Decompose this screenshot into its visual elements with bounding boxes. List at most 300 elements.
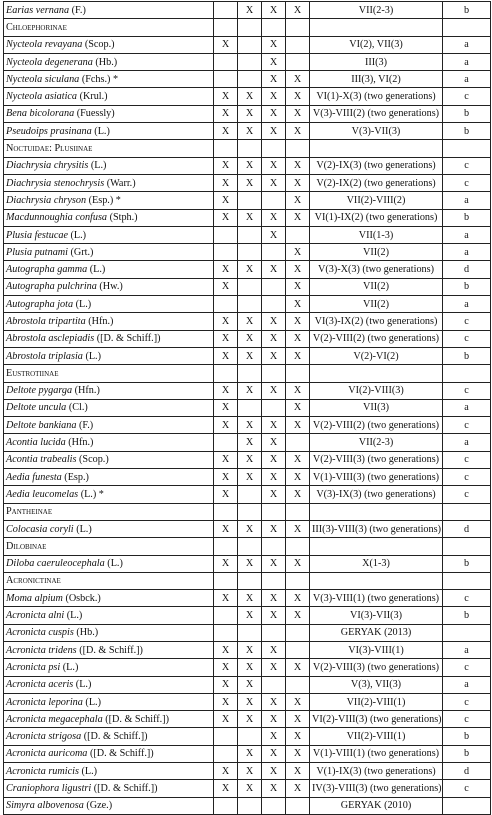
- presence-mark-2: X: [238, 261, 262, 278]
- empty-cell: [310, 538, 443, 555]
- group-header-row: [4, 365, 491, 382]
- type-code: b: [443, 105, 491, 122]
- type-code: d: [443, 520, 491, 537]
- presence-mark-2: X: [238, 590, 262, 607]
- empty-cell: [443, 140, 491, 157]
- group-header: Eustrotiinae: [4, 365, 214, 382]
- presence-mark-4: [286, 797, 310, 814]
- type-code: c: [443, 659, 491, 676]
- presence-mark-3: X: [262, 520, 286, 537]
- species-author: (Krul.): [77, 91, 108, 103]
- group-header: Noctuidae: Plusiinae: [4, 140, 214, 157]
- species-author: (Hfn.): [65, 437, 94, 449]
- species-row: [4, 244, 491, 261]
- empty-cell: [262, 572, 286, 589]
- flight-period: VII(2)-VIII(1): [310, 728, 443, 745]
- species-author: (L.): [60, 661, 79, 673]
- type-code: a: [443, 53, 491, 70]
- type-code: c: [443, 469, 491, 486]
- species-name-cell: [4, 728, 214, 745]
- presence-mark-1: X: [214, 469, 238, 486]
- presence-mark-4: X: [286, 71, 310, 88]
- species-author: (F.): [69, 4, 86, 16]
- species-row: [4, 641, 491, 658]
- flight-period: VII(2-3): [310, 2, 443, 19]
- species-author: (L.): [104, 558, 123, 570]
- species-name-cell: [4, 399, 214, 416]
- presence-mark-1: [214, 226, 238, 243]
- presence-mark-2: [238, 244, 262, 261]
- flight-period: VII(2): [310, 244, 443, 261]
- species-row: [4, 659, 491, 676]
- species-author: (Hb.): [73, 627, 99, 639]
- presence-mark-4: [286, 624, 310, 641]
- species-name: Aedia leucomelas: [6, 488, 79, 500]
- empty-cell: [310, 572, 443, 589]
- species-name: Autographa gamma: [6, 264, 88, 276]
- species-name: Craniophora ligustri: [6, 783, 92, 794]
- species-name-cell: [4, 693, 214, 710]
- presence-mark-4: [286, 53, 310, 70]
- species-name-cell: [4, 71, 214, 88]
- presence-mark-1: X: [214, 313, 238, 330]
- species-row: [4, 53, 491, 70]
- species-name: Deltote bankiana: [6, 419, 77, 431]
- species-name-cell: [4, 469, 214, 486]
- species-author: (Esp.) *: [86, 194, 121, 206]
- empty-cell: [443, 572, 491, 589]
- flight-period: V(3)-IX(3) (two generations): [310, 486, 443, 503]
- species-row: [4, 174, 491, 191]
- species-author: (L.): [82, 350, 101, 362]
- presence-mark-2: X: [238, 174, 262, 191]
- species-author: (Osbck.): [62, 592, 101, 604]
- species-name: Acronicta leporina: [6, 696, 83, 708]
- empty-cell: [262, 503, 286, 520]
- type-code: b: [443, 278, 491, 295]
- type-code: c: [443, 313, 491, 330]
- flight-period: V(3)-VIII(1) (two generations): [310, 590, 443, 607]
- group-header-row: [4, 140, 491, 157]
- type-code: b: [443, 123, 491, 140]
- species-table-body: [4, 2, 491, 815]
- flight-period: V(2)-VIII(2) (two generations): [310, 417, 443, 434]
- species-name-cell: [4, 226, 214, 243]
- type-code: a: [443, 641, 491, 658]
- species-row: [4, 728, 491, 745]
- flight-period: V(3)-VIII(2) (two generations): [310, 105, 443, 122]
- species-name: Abrostola triplasia: [6, 350, 83, 362]
- presence-mark-1: X: [214, 174, 238, 191]
- presence-mark-3: X: [262, 469, 286, 486]
- presence-mark-2: X: [238, 157, 262, 174]
- flight-period: V(2)-IX(2) (two generations): [310, 174, 443, 191]
- presence-mark-3: X: [262, 728, 286, 745]
- species-name-cell: [4, 607, 214, 624]
- presence-mark-1: X: [214, 261, 238, 278]
- presence-mark-3: X: [262, 105, 286, 122]
- empty-cell: [286, 19, 310, 36]
- species-author: (Hb.): [92, 56, 118, 68]
- species-name-cell: [4, 745, 214, 762]
- species-author: (L.): [64, 610, 83, 622]
- flight-period: VII(2): [310, 296, 443, 313]
- presence-mark-3: X: [262, 382, 286, 399]
- species-name: Acronicta megacephala: [6, 713, 103, 725]
- species-name: Acronicta strigosa: [6, 731, 82, 743]
- presence-mark-4: X: [286, 780, 310, 797]
- empty-cell: [214, 365, 238, 382]
- presence-mark-4: X: [286, 607, 310, 624]
- flight-period: V(2)-IX(3) (two generations): [310, 157, 443, 174]
- species-author: (Hfn.): [85, 315, 114, 327]
- empty-cell: [214, 538, 238, 555]
- species-row: [4, 330, 491, 347]
- type-code: a: [443, 71, 491, 88]
- species-row: [4, 157, 491, 174]
- empty-cell: [262, 365, 286, 382]
- presence-mark-1: [214, 797, 238, 814]
- flight-period: V(1)-IX(3) (two generations): [310, 763, 443, 780]
- presence-mark-4: X: [286, 330, 310, 347]
- presence-mark-3: [262, 624, 286, 641]
- flight-period: VI(2)-VIII(3) (two generations): [310, 711, 443, 728]
- presence-mark-1: [214, 434, 238, 451]
- species-name: Plusia festucae: [6, 229, 68, 241]
- species-row: [4, 797, 491, 814]
- empty-cell: [286, 572, 310, 589]
- presence-mark-3: X: [262, 780, 286, 797]
- species-row: [4, 676, 491, 693]
- presence-mark-1: X: [214, 382, 238, 399]
- presence-mark-2: X: [238, 417, 262, 434]
- presence-mark-3: X: [262, 434, 286, 451]
- type-code: b: [443, 209, 491, 226]
- presence-mark-1: [214, 607, 238, 624]
- presence-mark-1: X: [214, 486, 238, 503]
- presence-mark-1: [214, 53, 238, 70]
- type-code: c: [443, 711, 491, 728]
- flight-period: VII(2): [310, 278, 443, 295]
- type-code: c: [443, 330, 491, 347]
- species-author: (Grt.): [67, 246, 94, 258]
- flight-period: VII(1-3): [310, 226, 443, 243]
- presence-mark-4: X: [286, 417, 310, 434]
- species-name: Bena bicolorana: [6, 108, 75, 120]
- presence-mark-3: X: [262, 555, 286, 572]
- species-name-cell: [4, 157, 214, 174]
- presence-mark-2: [238, 278, 262, 295]
- presence-mark-3: X: [262, 36, 286, 53]
- presence-mark-1: [214, 244, 238, 261]
- presence-mark-1: X: [214, 330, 238, 347]
- species-author: ([D. & Schiff.]): [87, 748, 154, 760]
- presence-mark-2: X: [238, 641, 262, 658]
- species-name-cell: [4, 797, 214, 814]
- species-name: Acronicta psi: [6, 661, 61, 673]
- species-name: Nycteola degenerana: [6, 56, 93, 68]
- species-author: (Fchs.) *: [79, 73, 119, 85]
- empty-cell: [286, 538, 310, 555]
- species-name-cell: [4, 123, 214, 140]
- presence-mark-1: X: [214, 590, 238, 607]
- flight-period: VI(2), VII(3): [310, 36, 443, 53]
- presence-mark-2: [238, 797, 262, 814]
- species-name-cell: [4, 417, 214, 434]
- group-header-row: [4, 503, 491, 520]
- presence-mark-2: X: [238, 745, 262, 762]
- group-header-row: [4, 572, 491, 589]
- species-row: [4, 382, 491, 399]
- species-row: [4, 763, 491, 780]
- presence-mark-2: X: [238, 520, 262, 537]
- presence-mark-4: X: [286, 123, 310, 140]
- presence-mark-2: X: [238, 763, 262, 780]
- group-header: Dilobinae: [4, 538, 214, 555]
- flight-period: V(2)-VIII(2) (two generations): [310, 330, 443, 347]
- type-code: c: [443, 780, 491, 797]
- presence-mark-2: X: [238, 347, 262, 364]
- empty-cell: [214, 572, 238, 589]
- presence-mark-1: [214, 728, 238, 745]
- presence-mark-2: X: [238, 209, 262, 226]
- presence-mark-3: X: [262, 763, 286, 780]
- empty-cell: [286, 365, 310, 382]
- species-row: [4, 711, 491, 728]
- presence-mark-4: X: [286, 486, 310, 503]
- type-code: c: [443, 382, 491, 399]
- empty-cell: [262, 140, 286, 157]
- presence-mark-2: X: [238, 555, 262, 572]
- type-code: a: [443, 192, 491, 209]
- species-row: [4, 105, 491, 122]
- empty-cell: [443, 503, 491, 520]
- species-author: (L.): [78, 765, 98, 777]
- species-author: (Cl.): [66, 402, 88, 414]
- presence-mark-3: X: [262, 226, 286, 243]
- flight-period: VII(2-3): [310, 434, 443, 451]
- species-name: Acronicta auricoma: [6, 748, 88, 760]
- species-author: (Warr.): [104, 177, 136, 189]
- species-name-cell: [4, 763, 214, 780]
- species-author: (L.): [87, 264, 106, 276]
- empty-cell: [262, 19, 286, 36]
- presence-mark-4: X: [286, 192, 310, 209]
- species-name-cell: [4, 261, 214, 278]
- species-row: [4, 745, 491, 762]
- presence-mark-2: X: [238, 780, 262, 797]
- type-code: [443, 624, 491, 641]
- flight-period: VI(3)-VIII(1): [310, 641, 443, 658]
- presence-mark-1: X: [214, 123, 238, 140]
- empty-cell: [214, 140, 238, 157]
- species-author: ([D. & Schiff.]): [102, 713, 169, 725]
- species-row: [4, 399, 491, 416]
- flight-period: VI(1)-IX(2) (two generations): [310, 209, 443, 226]
- presence-mark-2: [238, 399, 262, 416]
- type-code: c: [443, 486, 491, 503]
- species-name: Acontia lucida: [6, 437, 66, 449]
- empty-cell: [286, 140, 310, 157]
- presence-mark-3: X: [262, 641, 286, 658]
- presence-mark-1: X: [214, 36, 238, 53]
- species-name: Diachrysia chryson: [6, 194, 87, 206]
- species-name: Autographa pulchrina: [6, 281, 97, 293]
- presence-mark-3: [262, 244, 286, 261]
- presence-mark-3: X: [262, 261, 286, 278]
- species-author: (Gze.): [83, 800, 113, 812]
- flight-period: VII(2)-VIII(1): [310, 693, 443, 710]
- presence-mark-2: X: [238, 2, 262, 19]
- type-code: c: [443, 451, 491, 468]
- presence-mark-1: [214, 745, 238, 762]
- flight-period: GERYAK (2013): [310, 624, 443, 641]
- presence-mark-1: X: [214, 659, 238, 676]
- presence-mark-3: [262, 797, 286, 814]
- species-author: ([D. & Schiff.]): [76, 644, 143, 656]
- type-code: [443, 797, 491, 814]
- presence-mark-3: X: [262, 2, 286, 19]
- species-name: Deltote uncula: [6, 402, 67, 414]
- species-name-cell: [4, 209, 214, 226]
- species-name-cell: [4, 641, 214, 658]
- species-author: (Scop.): [76, 454, 109, 466]
- presence-mark-3: X: [262, 711, 286, 728]
- species-row: [4, 209, 491, 226]
- species-name: Nycteola revayana: [6, 39, 83, 51]
- species-author: (Stph.): [107, 212, 138, 224]
- presence-mark-2: [238, 71, 262, 88]
- presence-mark-2: X: [238, 434, 262, 451]
- empty-cell: [238, 140, 262, 157]
- presence-mark-2: X: [238, 382, 262, 399]
- presence-mark-3: X: [262, 693, 286, 710]
- species-name: Deltote pygarga: [6, 385, 73, 397]
- species-name: Acronicta tridens: [6, 644, 77, 656]
- presence-mark-3: [262, 296, 286, 313]
- empty-cell: [286, 503, 310, 520]
- species-name: Colocasia coryli: [6, 523, 74, 535]
- presence-mark-2: [238, 192, 262, 209]
- species-name-cell: [4, 486, 214, 503]
- presence-mark-3: X: [262, 417, 286, 434]
- group-header: Chloephorinae: [4, 19, 214, 36]
- species-author: (L.): [91, 125, 110, 137]
- species-author: (Hw.): [96, 281, 123, 293]
- type-code: c: [443, 590, 491, 607]
- presence-mark-2: X: [238, 676, 262, 693]
- species-name-cell: [4, 36, 214, 53]
- presence-mark-4: [286, 641, 310, 658]
- empty-cell: [214, 19, 238, 36]
- species-author: (L.): [88, 160, 107, 172]
- presence-mark-2: X: [238, 313, 262, 330]
- presence-mark-2: X: [238, 469, 262, 486]
- presence-mark-4: X: [286, 711, 310, 728]
- presence-mark-3: X: [262, 174, 286, 191]
- presence-mark-4: X: [286, 157, 310, 174]
- species-name-cell: [4, 780, 214, 797]
- species-name: Abrostola tripartita: [6, 315, 86, 327]
- presence-mark-4: X: [286, 693, 310, 710]
- presence-mark-1: X: [214, 693, 238, 710]
- group-header: Acronictinae: [4, 572, 214, 589]
- presence-mark-3: X: [262, 659, 286, 676]
- presence-mark-3: X: [262, 157, 286, 174]
- presence-mark-4: X: [286, 296, 310, 313]
- presence-mark-4: X: [286, 278, 310, 295]
- species-name: Autographa jota: [6, 298, 74, 310]
- empty-cell: [238, 503, 262, 520]
- flight-period: X(1-3): [310, 555, 443, 572]
- presence-mark-4: [286, 226, 310, 243]
- presence-mark-1: X: [214, 711, 238, 728]
- species-name-cell: [4, 659, 214, 676]
- presence-mark-4: X: [286, 555, 310, 572]
- species-name: Plusia putnami: [6, 246, 68, 258]
- presence-mark-4: [286, 434, 310, 451]
- presence-mark-1: [214, 2, 238, 19]
- species-name: Acronicta cuspis: [6, 627, 74, 639]
- presence-mark-1: X: [214, 209, 238, 226]
- flight-period: VI(1)-X(3) (two generations): [310, 88, 443, 105]
- presence-mark-4: X: [286, 520, 310, 537]
- species-row: [4, 192, 491, 209]
- presence-mark-4: X: [286, 469, 310, 486]
- presence-mark-4: X: [286, 2, 310, 19]
- presence-mark-4: X: [286, 174, 310, 191]
- species-name-cell: [4, 451, 214, 468]
- presence-mark-3: X: [262, 330, 286, 347]
- presence-mark-4: X: [286, 399, 310, 416]
- presence-mark-3: X: [262, 88, 286, 105]
- presence-mark-3: X: [262, 745, 286, 762]
- presence-mark-1: [214, 296, 238, 313]
- type-code: a: [443, 36, 491, 53]
- species-row: [4, 226, 491, 243]
- presence-mark-4: X: [286, 382, 310, 399]
- presence-mark-4: X: [286, 745, 310, 762]
- species-author: (L.): [82, 696, 101, 708]
- species-name-cell: [4, 676, 214, 693]
- species-name-cell: [4, 192, 214, 209]
- species-row: [4, 347, 491, 364]
- type-code: d: [443, 763, 491, 780]
- species-author: (Fuessly): [74, 108, 115, 120]
- species-row: [4, 607, 491, 624]
- species-name-cell: [4, 382, 214, 399]
- species-name-cell: [4, 590, 214, 607]
- presence-mark-3: X: [262, 590, 286, 607]
- empty-cell: [214, 503, 238, 520]
- species-name-cell: [4, 296, 214, 313]
- flight-period: V(2)-VI(2): [310, 347, 443, 364]
- presence-mark-4: X: [286, 105, 310, 122]
- species-name: Diloba caeruleocephala: [6, 558, 105, 570]
- species-name-cell: [4, 711, 214, 728]
- presence-mark-3: [262, 192, 286, 209]
- species-name-cell: [4, 88, 214, 105]
- presence-mark-2: [238, 728, 262, 745]
- flight-period: V(1)-VIII(3) (two generations): [310, 469, 443, 486]
- species-name: Moma alpium: [6, 592, 63, 604]
- type-code: d: [443, 261, 491, 278]
- flight-period: III(3): [310, 53, 443, 70]
- flight-period: IV(3)-VIII(3) (two generations): [310, 780, 443, 797]
- species-row: [4, 417, 491, 434]
- species-author: (L.): [73, 523, 92, 535]
- presence-mark-3: [262, 676, 286, 693]
